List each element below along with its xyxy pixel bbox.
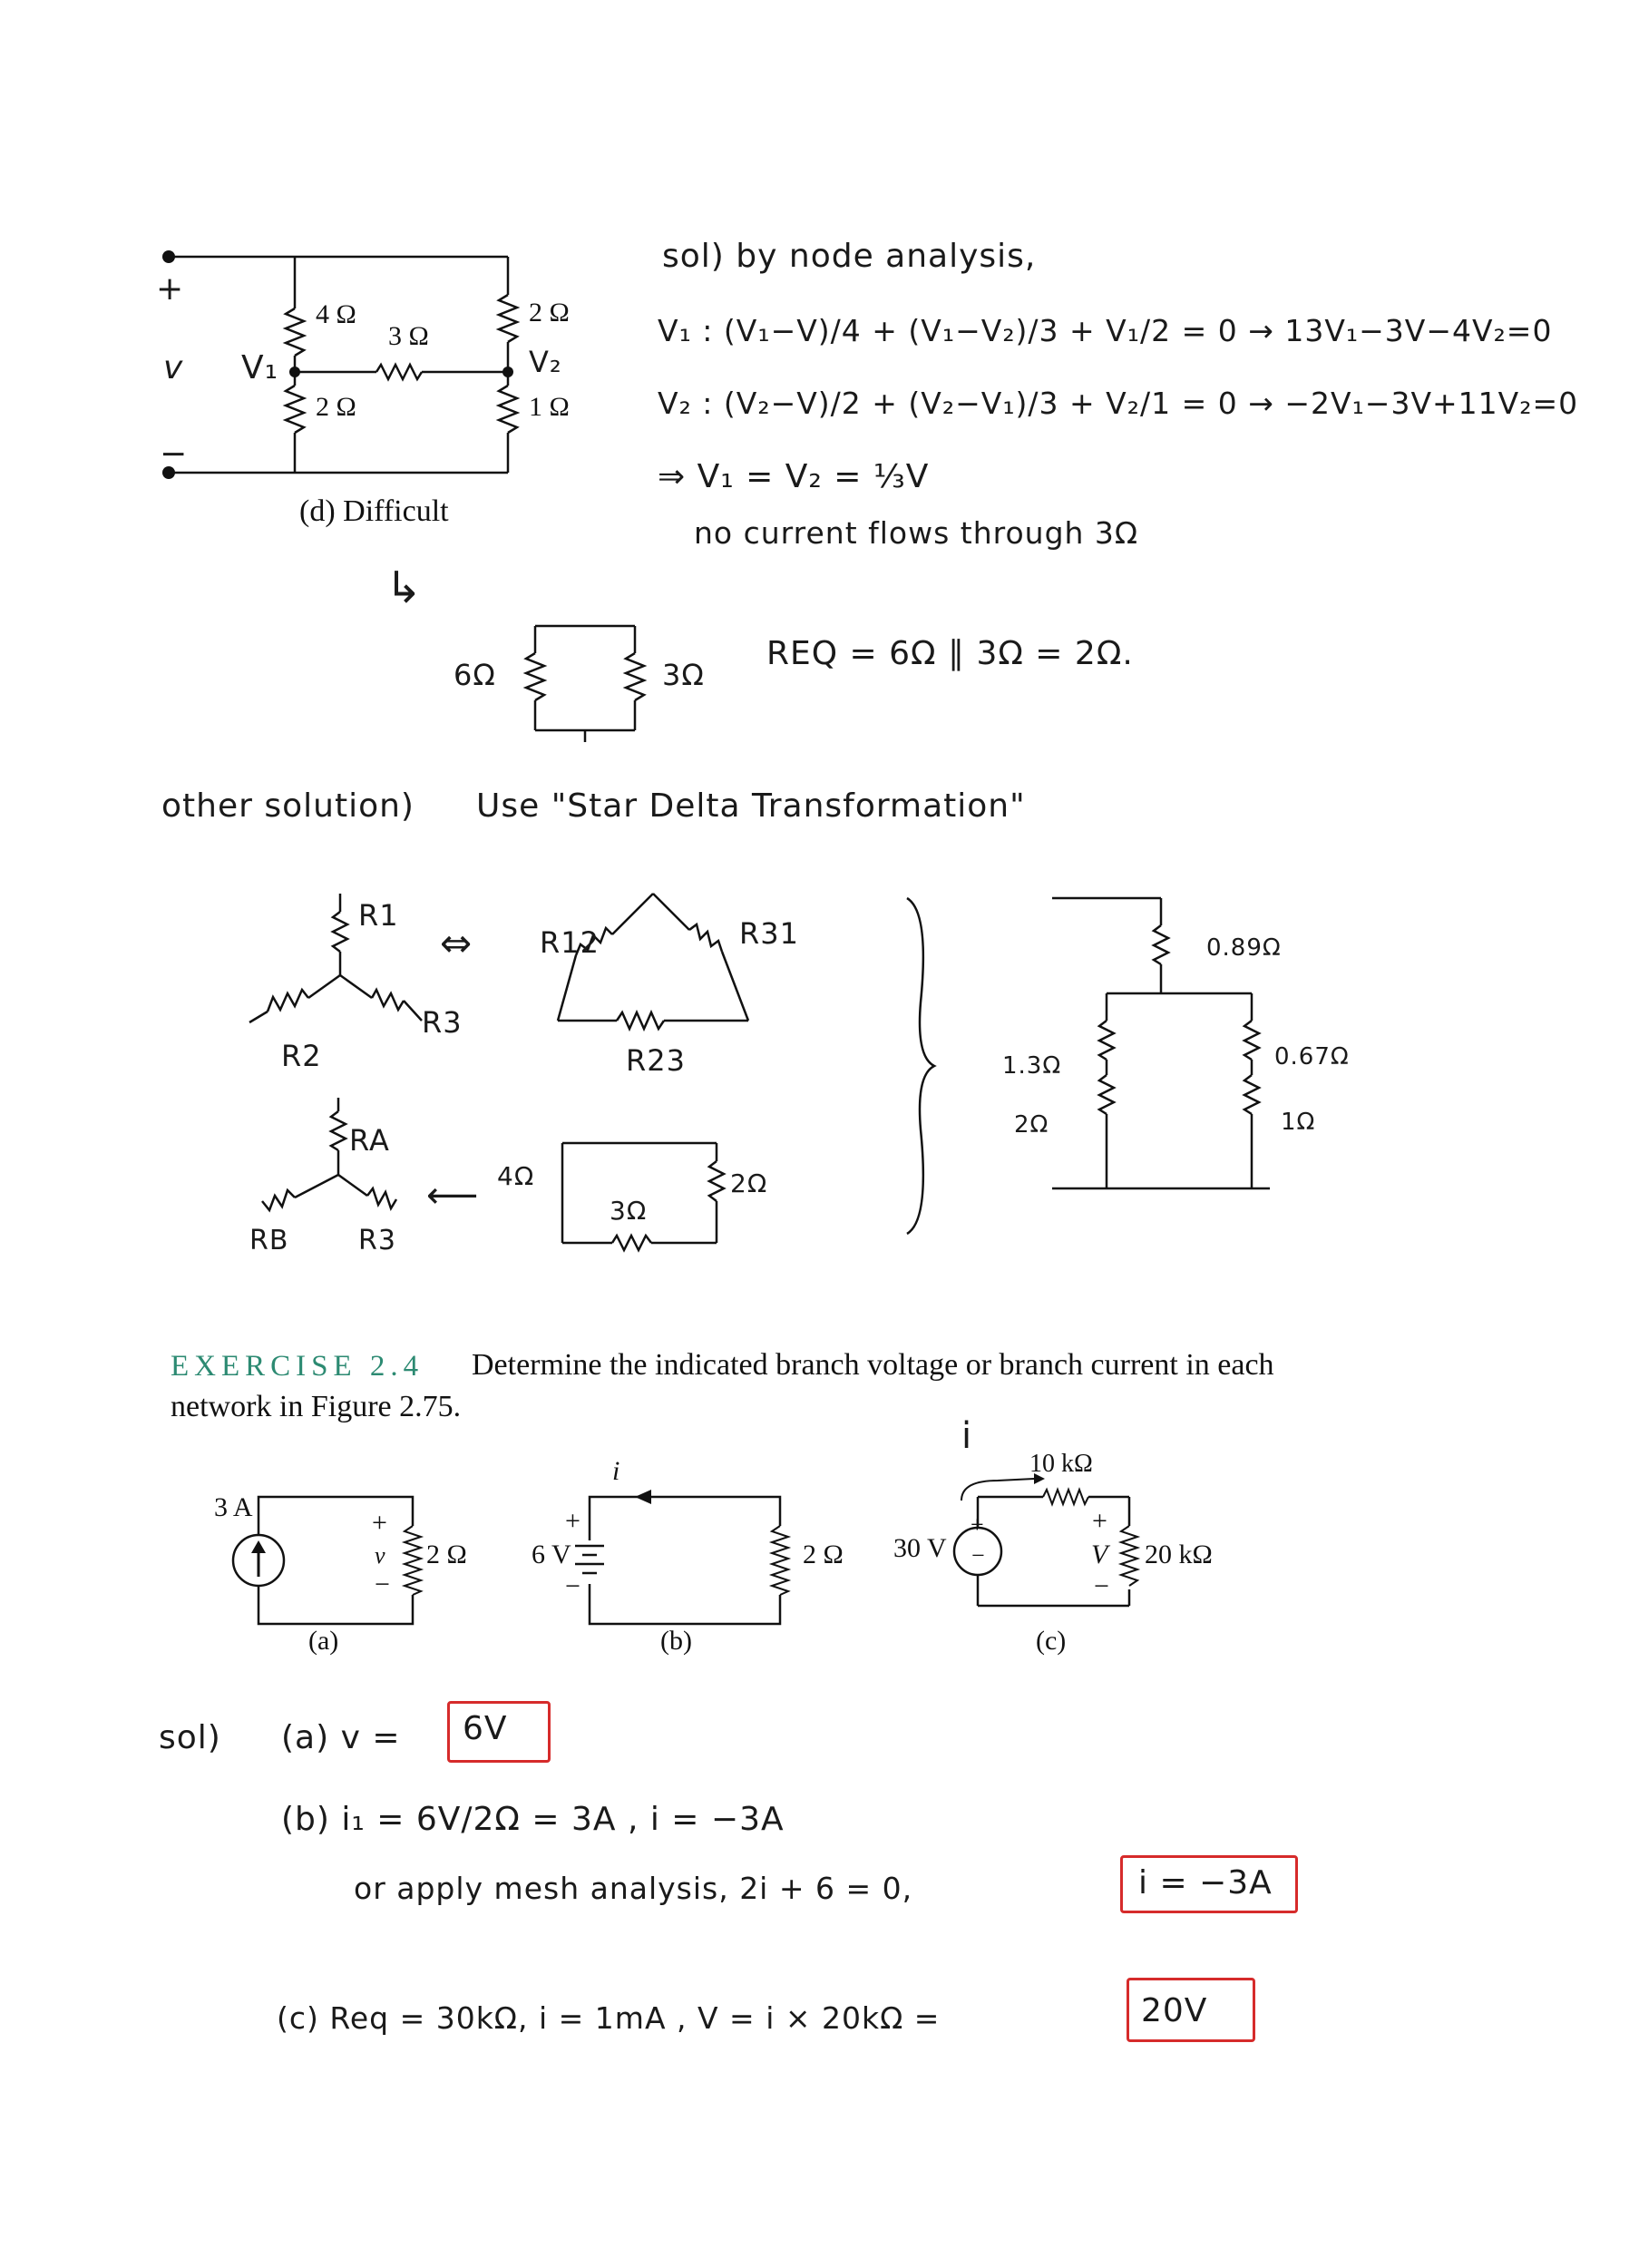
star2-r3-label: R3	[358, 1225, 396, 1256]
exercise-a-source-label: 3 A	[214, 1492, 253, 1522]
exercise-c-vplus: +	[1092, 1506, 1107, 1536]
result-left2-label: 2Ω	[1014, 1111, 1049, 1139]
answers-sol: sol)	[159, 1719, 221, 1756]
answer-a-label: (a) v =	[281, 1719, 401, 1756]
r4-label: 4 Ω	[316, 299, 356, 329]
exercise-a-v: v	[375, 1542, 385, 1569]
r2right-label: 2 Ω	[529, 298, 570, 327]
v-minus-label: −	[160, 435, 189, 473]
v2-label: V₂	[529, 345, 562, 379]
exercise-c-plus: +	[971, 1511, 984, 1538]
answer-c-line: (c) Req = 30kΩ, i = 1mA , V = i × 20kΩ =	[277, 2000, 941, 2036]
reduced-right-label: 3Ω	[662, 658, 705, 692]
star-r3-label: R3	[422, 1005, 463, 1040]
exercise-b-caption: (b)	[660, 1626, 692, 1656]
star2-rb-label: RB	[249, 1225, 289, 1256]
brace	[898, 894, 952, 1238]
exercise-b-i: i	[612, 1456, 620, 1486]
exercise-c-caption: (c)	[1036, 1626, 1067, 1656]
node-eq-v1: V₁ : (V₁−V)/4 + (V₁−V₂)/3 + V₁/2 = 0 → 13V₁−3V−4V₂=0	[658, 313, 1553, 348]
exercise-c-r-right: 20 kΩ	[1145, 1540, 1213, 1569]
delta-network	[544, 885, 762, 1039]
delta-r23-label: R23	[626, 1043, 686, 1078]
exercise-a-minus: −	[375, 1569, 390, 1599]
exercise-c-vminus: −	[1094, 1571, 1109, 1601]
answer-b-value: i = −3A	[1138, 1864, 1273, 1901]
mini-r3-label: 3Ω	[610, 1196, 648, 1226]
other-solution-method: Use "Star Delta Transformation"	[476, 787, 1026, 825]
mini-r4-label: 4Ω	[497, 1161, 535, 1191]
mini-r2-label: 2Ω	[730, 1168, 768, 1198]
r2left-label: 2 Ω	[316, 392, 356, 422]
result-left1-label: 1.3Ω	[1002, 1052, 1062, 1080]
exercise-c-minus: −	[971, 1542, 985, 1569]
star-r2-label: R2	[281, 1039, 322, 1073]
exercise-b-r-label: 2 Ω	[803, 1540, 844, 1569]
result-top-label: 0.89Ω	[1206, 934, 1282, 962]
back-arrow-icon: ⟵	[426, 1175, 480, 1217]
exercise-a-r-label: 2 Ω	[426, 1540, 467, 1569]
delta-r31-label: R31	[739, 916, 799, 951]
exercise-c-v: V	[1091, 1540, 1108, 1569]
mini-circuit	[544, 1134, 816, 1261]
v-plus-label: +	[156, 270, 185, 308]
exercise-a-circuit	[227, 1488, 435, 1633]
star-r1-label: R1	[358, 898, 399, 933]
exercise-a-plus: +	[372, 1508, 387, 1538]
exercise-text-line2: network in Figure 2.75.	[171, 1390, 462, 1423]
figure-d-caption: (d) Difficult	[299, 494, 449, 528]
answer-c-value: 20V	[1141, 1992, 1208, 2029]
v-label: v	[163, 349, 184, 386]
node-eq-v2: V₂ : (V₂−V)/2 + (V₂−V₁)/3 + V₂/1 = 0 → −2V₁−3V+11V₂=0	[658, 386, 1579, 421]
solution-intro: sol) by node analysis,	[662, 238, 1037, 275]
exercise-label: EXERCISE 2.4	[171, 1350, 424, 1383]
equivalence-arrow-icon: ⇔	[440, 921, 473, 965]
delta-r12-label: R12	[540, 925, 600, 960]
answer-a-value: 6V	[463, 1710, 508, 1747]
node-note: no current flows through 3Ω	[694, 515, 1139, 551]
answer-b-line1: (b) i₁ = 6V/2Ω = 3A , i = −3A	[281, 1801, 785, 1838]
exercise-b-source: 6 V	[532, 1540, 571, 1569]
exercise-c-r-top: 10 kΩ	[1029, 1450, 1093, 1478]
reduce-arrow-icon: ↳	[385, 562, 424, 613]
req-result: REQ = 6Ω ∥ 3Ω = 2Ω.	[766, 635, 1134, 672]
node-result: ⇒ V₁ = V₂ = ⅓V	[658, 458, 930, 495]
star2-ra-label: RA	[349, 1123, 390, 1158]
other-solution-title: other solution)	[161, 787, 415, 825]
result-right2-label: 1Ω	[1281, 1109, 1316, 1136]
r1-label: 1 Ω	[529, 392, 570, 422]
result-mid-right-label: 0.67Ω	[1274, 1043, 1350, 1070]
exercise-text-line1: Determine the indicated branch voltage or branch current in each	[472, 1348, 1274, 1382]
exercise-b-plus: +	[565, 1506, 580, 1536]
reduced-left-label: 6Ω	[454, 658, 496, 692]
exercise-c-i-hand: i	[961, 1415, 973, 1457]
star-network	[240, 894, 458, 1075]
exercise-b-minus: −	[565, 1571, 580, 1601]
answer-b-line2: or apply mesh analysis, 2i + 6 = 0,	[354, 1871, 913, 1906]
exercise-c-source: 30 V	[893, 1533, 947, 1563]
r3-label: 3 Ω	[388, 321, 429, 351]
v1-label: V₁	[241, 349, 279, 386]
exercise-b-circuit	[580, 1488, 798, 1633]
exercise-a-caption: (a)	[308, 1626, 339, 1656]
